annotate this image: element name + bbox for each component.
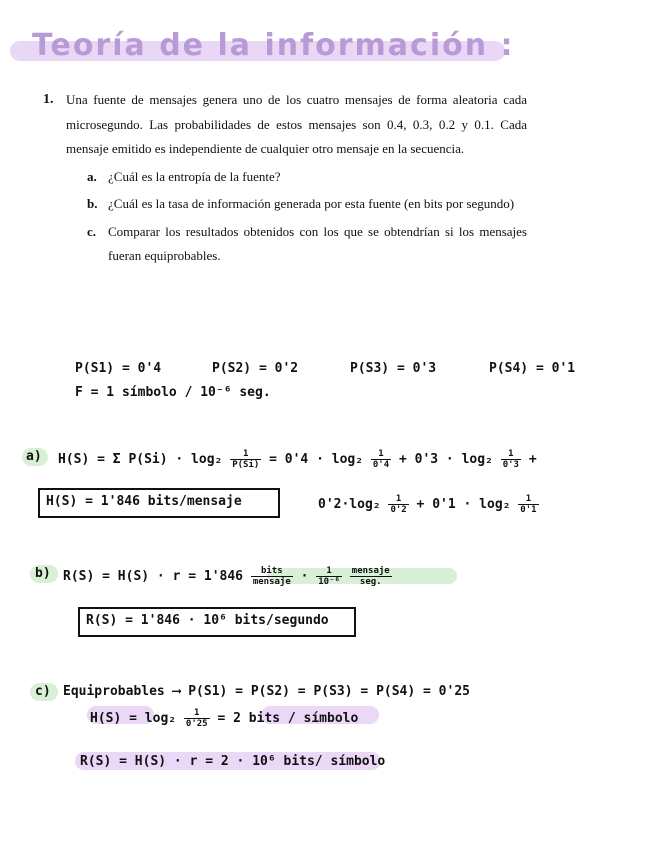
- entropy-continuation: 0'2·log₂ $\frac{1}{0'2}$ + 0'1 · log₂ $\frac{1}{0'1}$: [318, 494, 537, 515]
- problem-text: Una fuente de mensajes genera uno de los cuatro mensajes de forma aleatoria cada microsegundo. Las probabilidades de estos mensajes son 0.4, 0.3, 0.2 y 0.1. Cada mensaje emitido es independiente de cualquier otro mensaje en la secuencia.: [66, 92, 527, 156]
- title-block: [10, 28, 515, 68]
- fraction: $\frac{1}{0'25}$: [185, 708, 208, 729]
- problem-statement: [43, 88, 527, 272]
- equiprobable-rate: R(S) = H(S) · r = 2 · 10⁶ bits/ símbolo: [80, 754, 386, 769]
- b-label: b): [35, 566, 51, 581]
- equiprobable-entropy: H(S) = log₂ $\frac{1}{0'25}$ = 2 bits / símbolo: [90, 708, 359, 729]
- part-c: [87, 220, 527, 269]
- prob-s4: P(S4) = 0'1: [489, 361, 576, 376]
- part-text: ¿Cuál es la entropía de la fuente?: [108, 168, 281, 184]
- problem-parts: [87, 165, 527, 269]
- entropy-result: H(S) = 1'846 bits/mensaje: [46, 494, 242, 509]
- part-text: Comparar los resultados obtenidos con los que se obtendrían si los mensajes fueran equiprobables.: [108, 223, 527, 263]
- part-a: [87, 165, 527, 190]
- fraction: $\frac{1}{0'3}$: [502, 449, 519, 470]
- equiprobable-entropy-result: 2 bits / símbolo: [233, 711, 359, 726]
- prob-s3: P(S3) = 0'3: [350, 361, 437, 376]
- fraction: $\frac{1}{0'4}$: [372, 449, 390, 470]
- c-label: c): [35, 684, 51, 699]
- symbol-rate: F = 1 símbolo / 10⁻⁶ seg.: [75, 385, 271, 400]
- equiprobable-heading: Equiprobables ⟶ P(S1) = P(S2) = P(S3) = P(S4) = 0'25: [63, 684, 470, 699]
- page-title: Teoría de la información :: [32, 28, 515, 63]
- fraction: $\frac{1}{\text{10⁻⁶}}$: [318, 566, 340, 587]
- entropy-formula: H(S) = Σ P(Si) · log₂ $\frac{1}{P(Si)}$ = 0'4 · log₂ $\frac{1}{0'4}$ + 0'3 · log₂ $\frac{1}{0'3}$ +: [58, 449, 537, 470]
- fraction: $\frac{\text{bits}}{\text{mensaje}}$: [252, 566, 291, 587]
- prob-s1: P(S1) = 0'4: [75, 361, 162, 376]
- rate-result: R(S) = 1'846 · 10⁶ bits/segundo: [86, 613, 329, 628]
- fraction: $\frac{\text{mensaje}}{\text{seg.}}$: [351, 566, 390, 587]
- part-text: ¿Cuál es la tasa de información generada por esta fuente (en bits por segundo): [108, 196, 515, 211]
- rate-formula: R(S) = H(S) · r = 1'846 $\frac{\text{bits}}{\text{mensaje}}$ · $\frac{1}{\text{10⁻⁶}}$ $\frac{\text{mensaje}}{\text{seg.}}$: [63, 566, 390, 587]
- prob-s2: P(S2) = 0'2: [212, 361, 299, 376]
- part-label: c.: [87, 223, 97, 239]
- part-label: b.: [87, 196, 98, 211]
- fraction: $\frac{1}{0'1}$: [520, 494, 537, 515]
- problem-number: 1.: [43, 92, 54, 107]
- fraction: $\frac{1}{P(Si)}$: [232, 449, 260, 470]
- part-b: [87, 192, 527, 217]
- fraction: $\frac{1}{0'2}$: [390, 494, 407, 515]
- a-label: a): [26, 449, 42, 464]
- equiprobable-rate-result: 2 · 10⁶ bits/ símbolo: [220, 754, 386, 769]
- entropy-lhs: H(S) = Σ P(Si) · log₂: [58, 452, 223, 467]
- part-label: a.: [87, 168, 97, 184]
